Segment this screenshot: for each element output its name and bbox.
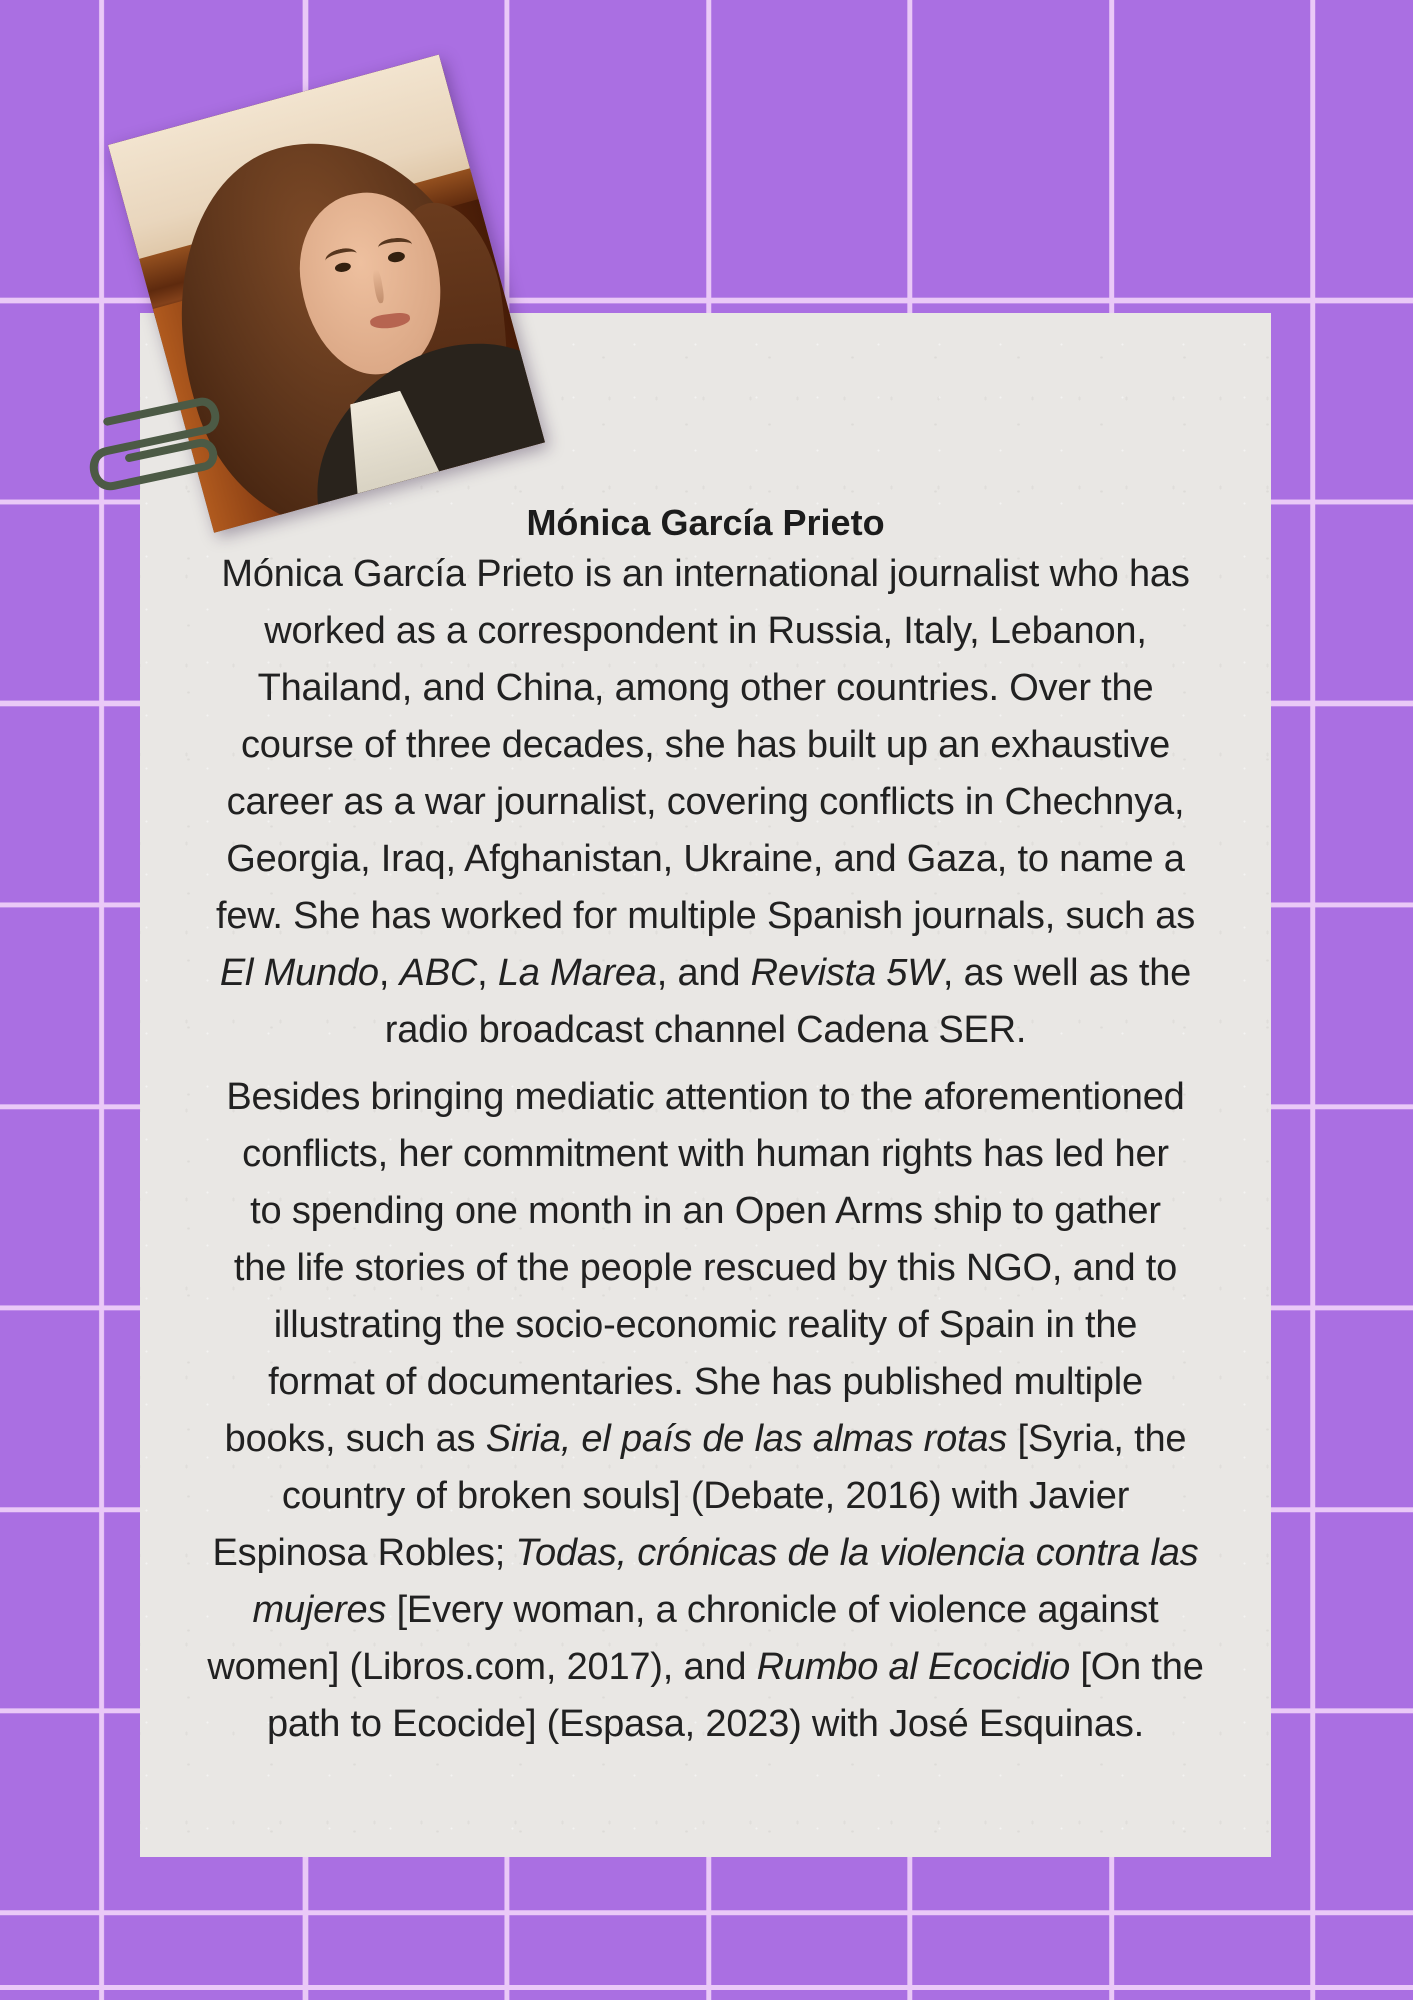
photo-nose bbox=[372, 269, 385, 304]
text-line: books, such as Siria, el país de las almas rotas [Syria, the bbox=[224, 1418, 1187, 1460]
text-line: career as a war journalist, covering conflicts in Chechnya, bbox=[226, 781, 1185, 823]
text-line: format of documentaries. She has published multiple bbox=[268, 1361, 1143, 1403]
bio-paragraph-2 bbox=[140, 1069, 1271, 1753]
text-line: course of three decades, she has built up an exhaustive bbox=[240, 724, 1171, 766]
text-line: the life stories of the people rescued by this NGO, and to bbox=[233, 1247, 1178, 1289]
text-line: to spending one month in an Open Arms ship to gather bbox=[250, 1190, 1161, 1232]
text-line: conflicts, her commitment with human rights has led her bbox=[242, 1133, 1169, 1175]
bio-card bbox=[140, 313, 1271, 1857]
text-line: radio broadcast channel Cadena SER. bbox=[384, 1009, 1027, 1051]
text-line: worked as a correspondent in Russia, Italy, Lebanon, bbox=[264, 610, 1147, 652]
text-line: Thailand, and China, among other countries. Over the bbox=[257, 667, 1154, 709]
text-line: country of broken souls] (Debate, 2016) with Javier bbox=[281, 1475, 1130, 1517]
text-line: Espinosa Robles; Todas, crónicas de la violencia contra las bbox=[212, 1532, 1199, 1574]
bio-paragraph-1 bbox=[140, 546, 1271, 1059]
text-line: illustrating the socio-economic reality of Spain in the bbox=[273, 1304, 1138, 1346]
text-line: women] (Libros.com, 2017), and Rumbo al Ecocidio [On the bbox=[207, 1646, 1204, 1688]
grid-line bbox=[0, 1985, 1413, 1990]
text-line: few. She has worked for multiple Spanish journals, such as bbox=[215, 895, 1196, 937]
text-line: mujeres [Every woman, a chronicle of violence against bbox=[252, 1589, 1159, 1631]
text-line: El Mundo, ABC, La Marea, and Revista 5W, as well as the bbox=[219, 952, 1192, 994]
text-line: Mónica García Prieto is an international journalist who has bbox=[221, 553, 1190, 595]
text-line: Georgia, Iraq, Afghanistan, Ukraine, and Gaza, to name a bbox=[226, 838, 1185, 880]
text-line: path to Ecocide] (Espasa, 2023) with José Esquinas. bbox=[267, 1703, 1144, 1745]
text-line: Besides bringing mediatic attention to the aforementioned bbox=[226, 1076, 1185, 1118]
page-title: Mónica García Prieto bbox=[526, 502, 885, 543]
photo-lips bbox=[369, 311, 410, 330]
